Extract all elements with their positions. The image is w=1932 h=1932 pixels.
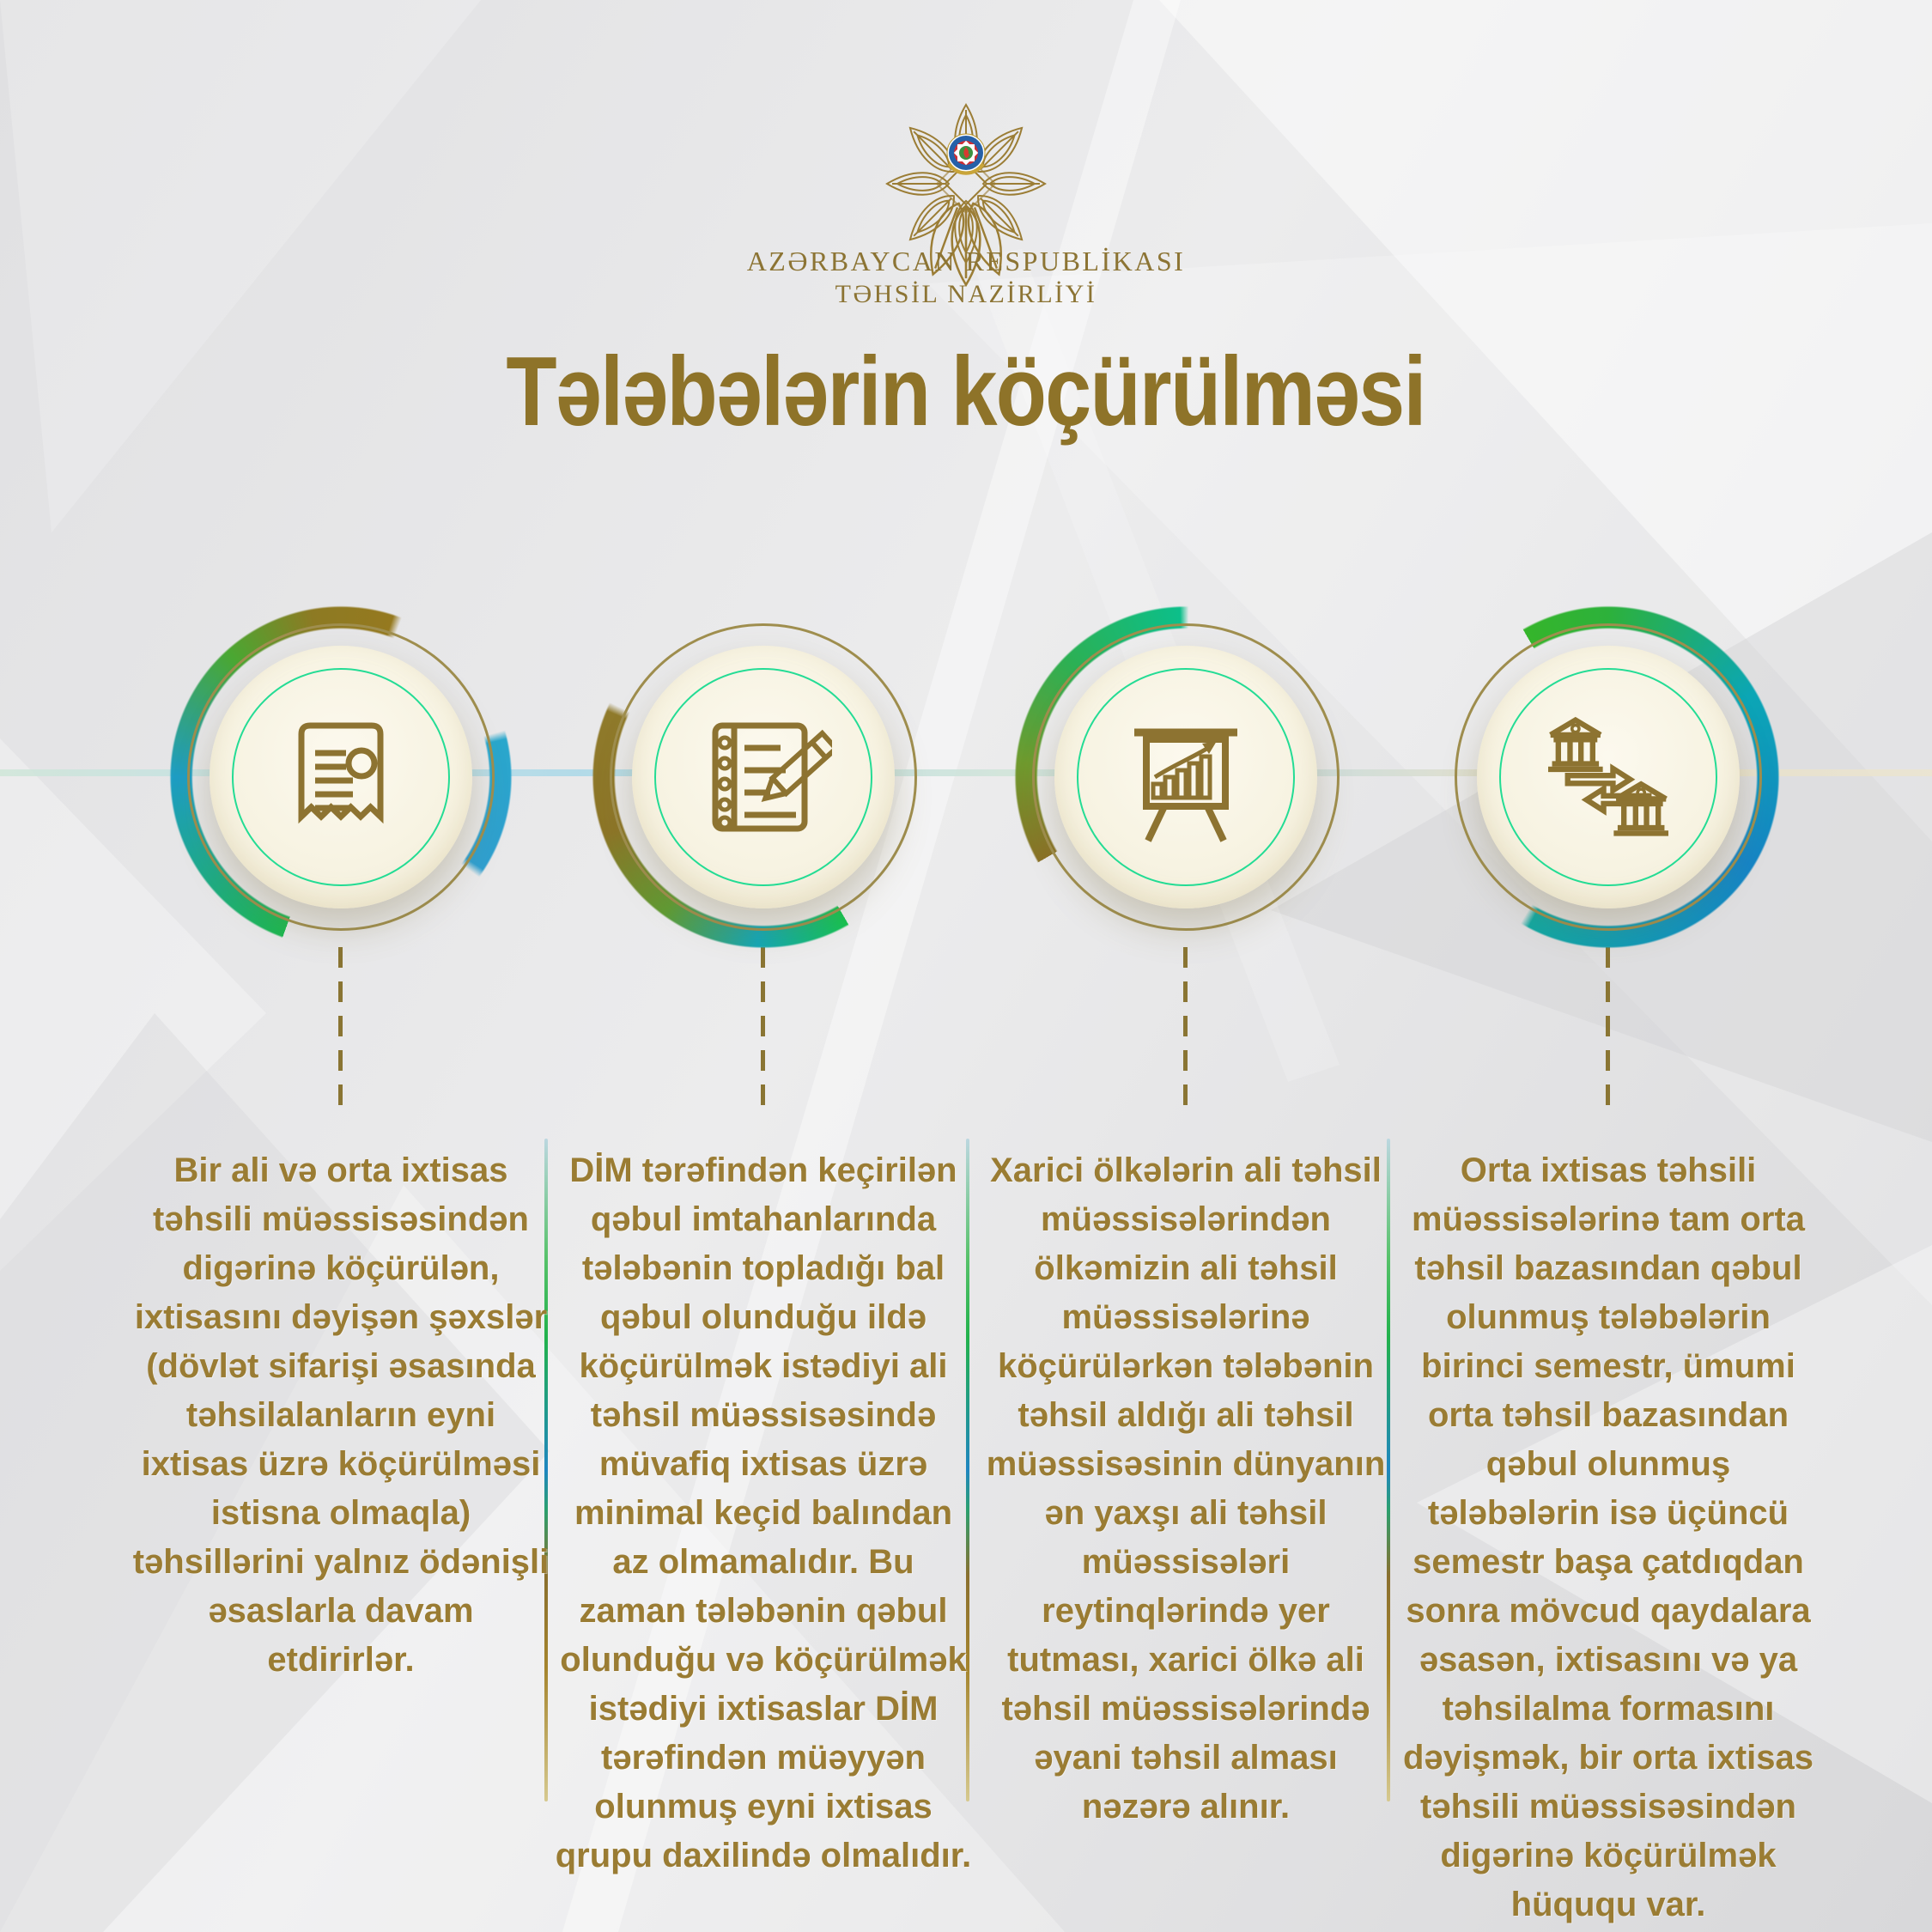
connector-dashed-line-1 xyxy=(338,947,343,1119)
page-title: Tələbələrin köçürülməsi xyxy=(506,337,1426,447)
ministry-name-line1: AZƏRBAYCAN RESPUBLİKASI xyxy=(746,246,1186,276)
university-transfer-icon xyxy=(1428,597,1789,957)
step-description-3: Xarici ölkələrin ali təhsil müəssisələrindən ölkəmizin ali təhsil müəssisələrinə köçürülərkən tələbənin təhsil aldığı ali təhsil müəssisəsinin dünyanın ən yaxşı ali təhsil müəssisələri reytinqlərində yer tutması, xarici ölkə ali təhsil müəssisələrində əyani təhsil alması nəzərə alınır. xyxy=(986,1151,1386,1826)
step-circle-3 xyxy=(1005,597,1366,957)
ministry-name-line2: TƏHSİL NAZİRLİYİ xyxy=(835,280,1097,308)
presentation-chart-icon xyxy=(1005,597,1366,957)
step-circle-2 xyxy=(583,597,944,957)
step-description-4: Orta ixtisas təhsili müəssisələrinə tam orta təhsil bazasından qəbul olunmuş tələbələrin birinci semestr, ümumi orta təhsil bazasından qəbul olunmuş tələbələrin isə üçüncü semestr başa çatdıqdan sonra mövcud qaydalara əsasən, ixtisasını və ya təhsilalma formasını dəyişmək, bir orta ixtisas təhsili müəssisəsindən digərinə köçürülmək hüququ var. xyxy=(1402,1151,1814,1923)
connector-dashed-line-2 xyxy=(761,947,765,1119)
step-circle-1 xyxy=(161,597,521,957)
connector-dashed-line-4 xyxy=(1606,947,1610,1119)
step-circle-4 xyxy=(1428,597,1789,957)
receipt-document-icon xyxy=(161,597,521,957)
state-emblem xyxy=(947,134,985,173)
step-description-1: Bir ali və orta ixtisas təhsili müəssisəsindən digərinə köçürülən, ixtisasını dəyişən şəxslər (dövlət sifarişi əsasında təhsilalanların eyni ixtisas üzrə köçürülməsi istisna olmaqla) təhsillərini yalnız ödənişli əsaslarla davam etdirirlər. xyxy=(132,1151,550,1679)
connector-dashed-line-3 xyxy=(1183,947,1188,1119)
notebook-pencil-icon xyxy=(583,597,944,957)
step-description-2: DİM tərəfindən keçirilən qəbul imtahanlarında tələbənin topladığı bal qəbul olunduğu ildə köçürülmək istədiyi ali təhsil müəssisəsində müvafiq ixtisas üzrə minimal keçid balından az olmamalıdır. Bu zaman tələbənin qəbul olunduğu və köçürülmək istədiyi ixtisaslar DİM tərəfindən müəyyən olunmuş eyni ixtisas qrupu daxilində olmalıdır. xyxy=(555,1151,972,1874)
